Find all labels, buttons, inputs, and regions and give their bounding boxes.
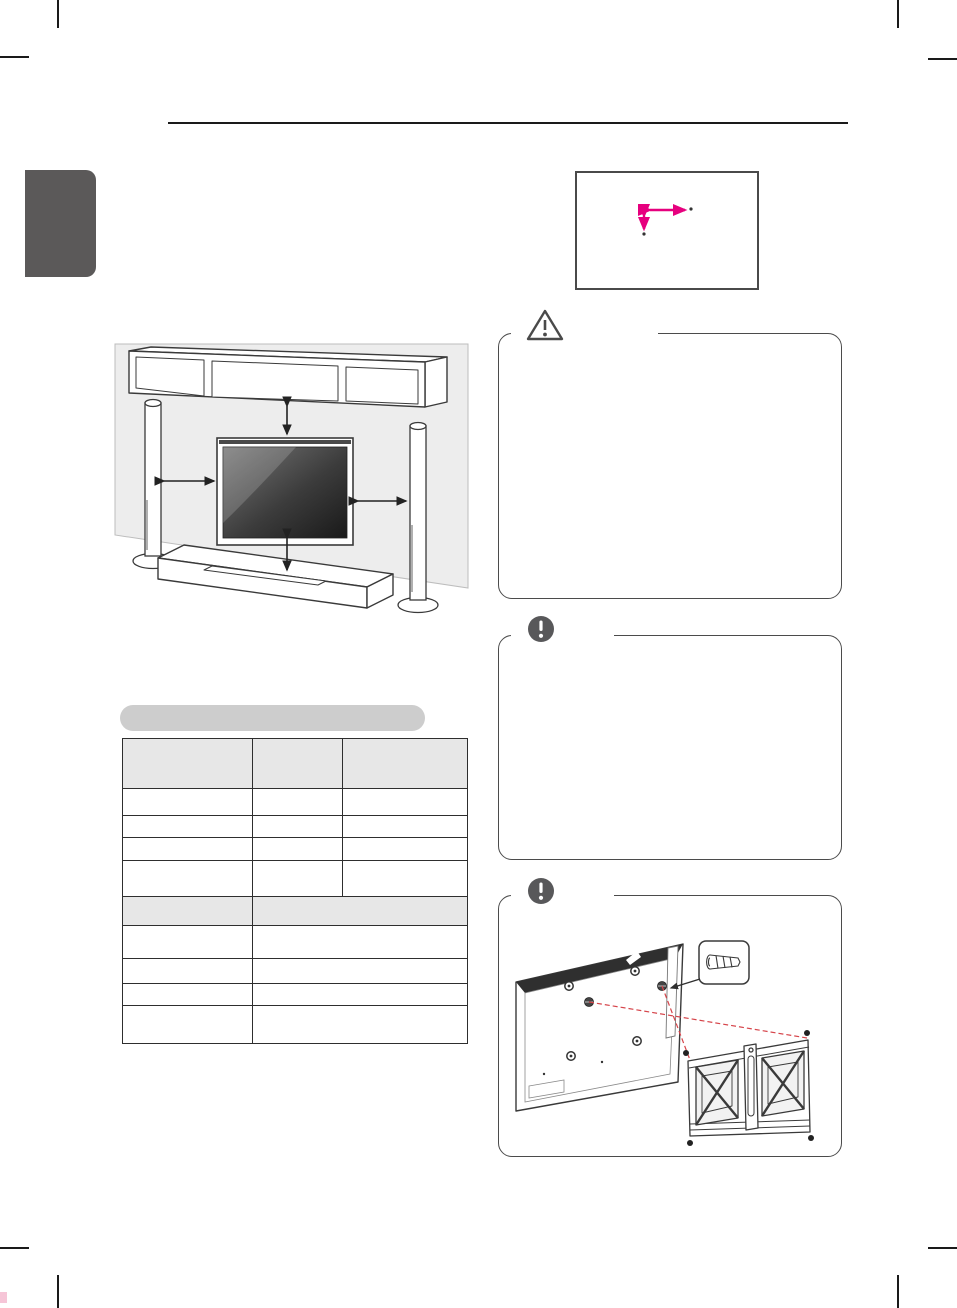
- crop-mark-top-left-v: [57, 0, 59, 28]
- table-cell: [253, 983, 468, 1005]
- table-cell: [343, 789, 468, 816]
- table-cell: [123, 983, 253, 1005]
- language-tab: [25, 170, 96, 277]
- header-rule: [168, 122, 848, 124]
- vesa-hole-diagram: [575, 171, 759, 290]
- table-cell: [123, 925, 253, 958]
- table-cell: [253, 958, 468, 983]
- table-cell: [253, 1005, 468, 1043]
- table-header-cell: [253, 739, 343, 789]
- bracket-arm-left: [696, 1060, 738, 1125]
- table-row: [123, 789, 468, 816]
- table-cell: [343, 838, 468, 861]
- crop-mark-bottom-left-h: [0, 1247, 29, 1249]
- table-cell: [343, 816, 468, 838]
- wall-bracket: [683, 1030, 814, 1146]
- spec-table-top: [122, 738, 468, 897]
- print-smudge: [0, 1292, 7, 1303]
- table-cell: [253, 838, 343, 861]
- exclamation-circle-icon: [527, 877, 555, 905]
- table-row: [123, 816, 468, 838]
- table-cell: [253, 789, 343, 816]
- crop-mark-bottom-right-v: [897, 1275, 899, 1308]
- table-cell: [123, 838, 253, 861]
- tv-back: [516, 944, 683, 1111]
- table-row: [123, 983, 468, 1005]
- table-header-cell: [343, 739, 468, 789]
- table-cell: [123, 861, 253, 897]
- tv: [217, 438, 353, 545]
- table-cell: [253, 925, 468, 958]
- crop-mark-top-right-h: [928, 58, 957, 60]
- vesa-screw-holes: [642, 207, 692, 235]
- table-row: [123, 838, 468, 861]
- spec-table-bottom: [122, 896, 468, 1044]
- table-cell: [253, 816, 343, 838]
- table-row: [123, 958, 468, 983]
- bracket-arm-right: [762, 1051, 804, 1116]
- crop-mark-top-left-h: [0, 56, 29, 58]
- section-heading-pill: [120, 705, 425, 731]
- spec-table-container: [122, 738, 468, 1044]
- clearance-illustration: [100, 330, 500, 620]
- table-cell: [123, 789, 253, 816]
- crop-mark-bottom-left-v: [57, 1275, 59, 1308]
- tv-back-wall-bracket-illustration: [504, 934, 826, 1148]
- table-cell: [343, 861, 468, 897]
- table-row: [123, 1005, 468, 1043]
- table-header-cell: [253, 896, 468, 925]
- exclamation-circle-icon: [527, 615, 555, 643]
- table-cell: [123, 958, 253, 983]
- table-row: [123, 861, 468, 897]
- crop-mark-top-right-v: [897, 0, 899, 28]
- table-cell: [253, 861, 343, 897]
- table-header-cell: [123, 739, 253, 789]
- warning-triangle-icon: [525, 308, 565, 342]
- crop-mark-bottom-right-h: [928, 1247, 957, 1249]
- table-cell: [123, 1005, 253, 1043]
- note-box-1: [498, 635, 842, 860]
- table-header-cell: [123, 896, 253, 925]
- note-box-2: [498, 895, 842, 1157]
- table-cell: [123, 816, 253, 838]
- caution-box: [498, 333, 842, 599]
- vesa-diagram-drawing: [577, 173, 757, 288]
- table-row: [123, 925, 468, 958]
